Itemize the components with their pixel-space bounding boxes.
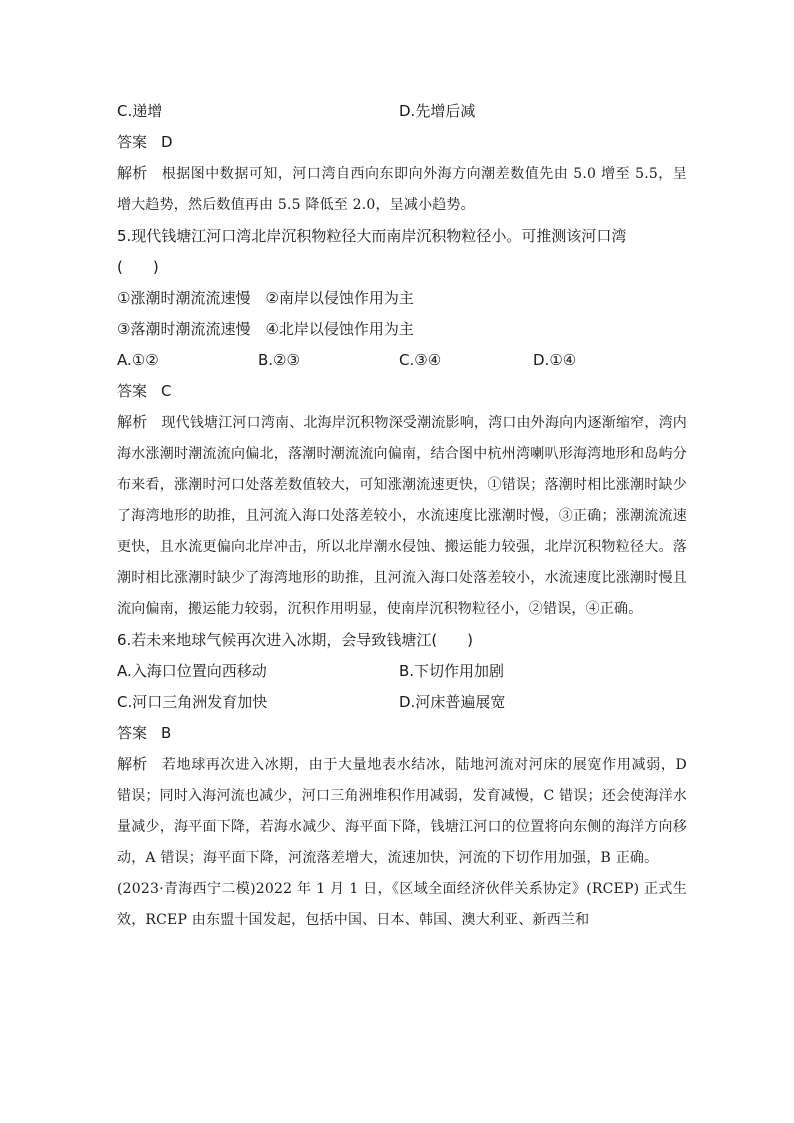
q5-analysis: [117, 407, 687, 625]
q5-item-2: ③落潮时潮流流速慢 ④北岸以侵蚀作用为主: [117, 320, 414, 338]
q6-stem: 6.若未来地球气候再次进入冰期，会导致钱塘江( ): [117, 631, 474, 649]
q5-option-c: C.③④: [399, 351, 442, 369]
analysis-text: 现代钱塘江河口湾南、北海岸沉积物深受潮流影响，湾口由外海向内逐渐缩窄，湾内海水涨潮时潮流流向偏北，落潮时潮流流向偏南，结合图中杭州湾喇叭形海湾地形和岛屿分布来看，涨潮时河口处落差数值较大，可知涨潮流速更快，①错误；落潮时相比涨潮时缺少了海湾地形的助推，且河流入海口处落差较小，水流速度比涨潮时慢，③正确；涨潮流流速更快，且水流更偏向北岸冲击，所以北岸潮水侵蚀、搬运能力较强，北岸沉积物粒径大。落潮时相比涨潮时缺少了海湾地形的助推，且河流入海口处落差较小，水流速度比涨潮时慢且流向偏南，搬运能力较弱，沉积作用明显，使南岸沉积物粒径小，②错误，④正确。: [117, 415, 687, 617]
answer-label: 答案: [117, 133, 148, 151]
analysis-text: 若地球再次进入冰期，由于大量地表水结冰，陆地河流对河床的展宽作用减弱，D 错误；同时入海河流也减少，河口三角洲堆积作用减弱，发育减慢，C 错误；还会使海洋水量减少，海平面下降，若海水减少、海平面下降，钱塘江河口的位置将向东侧的海洋方向移动，A 错误；海平面下降，河流落差增大，流速加快，河流的下切作用加强，B 正确。: [117, 757, 687, 866]
q5-stem-line1: 5.现代钱塘江河口湾北岸沉积物粒径大而南岸沉积物粒径小。可推测该河口湾: [117, 227, 627, 245]
q4-options-row: [117, 96, 687, 127]
document-page: [117, 96, 687, 936]
q5-option-b: B.②③: [258, 351, 300, 369]
q4-option-d: D.先增后减: [399, 102, 476, 120]
q5-option-a: A.①②: [117, 351, 159, 369]
q6-option-b: B.下切作用加剧: [399, 662, 505, 680]
answer-value: D: [161, 133, 173, 151]
q4-answer: [117, 127, 687, 158]
analysis-text: 根据图中数据可知，河口湾自西向东即向外海方向潮差数值先由 5.0 增至 5.5，呈增大趋势，然后数值再由 5.5 降低至 2.0，呈减小趋势。: [117, 166, 687, 213]
q6-option-d: D.河床普遍展宽: [399, 693, 506, 711]
q4-analysis: [117, 158, 687, 221]
analysis-label: 解析: [117, 164, 148, 182]
answer-label: 答案: [117, 382, 148, 400]
analysis-label: 解析: [117, 413, 148, 431]
q6-analysis: [117, 749, 687, 874]
q5-answer: [117, 376, 687, 407]
analysis-label: 解析: [117, 755, 148, 773]
q5-option-d: D.①④: [533, 351, 577, 369]
q6-options-row-2: [117, 687, 687, 718]
q6-options-row-1: [117, 656, 687, 687]
answer-value: C: [161, 382, 172, 400]
q6-option-a: A.入海口位置向西移动: [117, 662, 267, 680]
rcep-intro-paragraph: (2023·青海西宁二模)2022 年 1 月 1 日，《区域全面经济伙伴关系协定》(RCEP) 正式生效，RCEP 由东盟十国发起，包括中国、日本、韩国、澳大利亚、新西兰和: [117, 881, 687, 928]
answer-label: 答案: [117, 724, 148, 742]
q5-item-1: ①涨潮时潮流流速慢 ②南岸以侵蚀作用为主: [117, 289, 414, 307]
q6-option-c: C.河口三角洲发育加快: [117, 693, 268, 711]
answer-value: B: [161, 724, 172, 742]
q4-option-c: C.递增: [117, 102, 163, 120]
q5-stem-line2: ( ): [117, 258, 159, 276]
q5-options-row: [117, 345, 687, 376]
q6-answer: [117, 718, 687, 749]
